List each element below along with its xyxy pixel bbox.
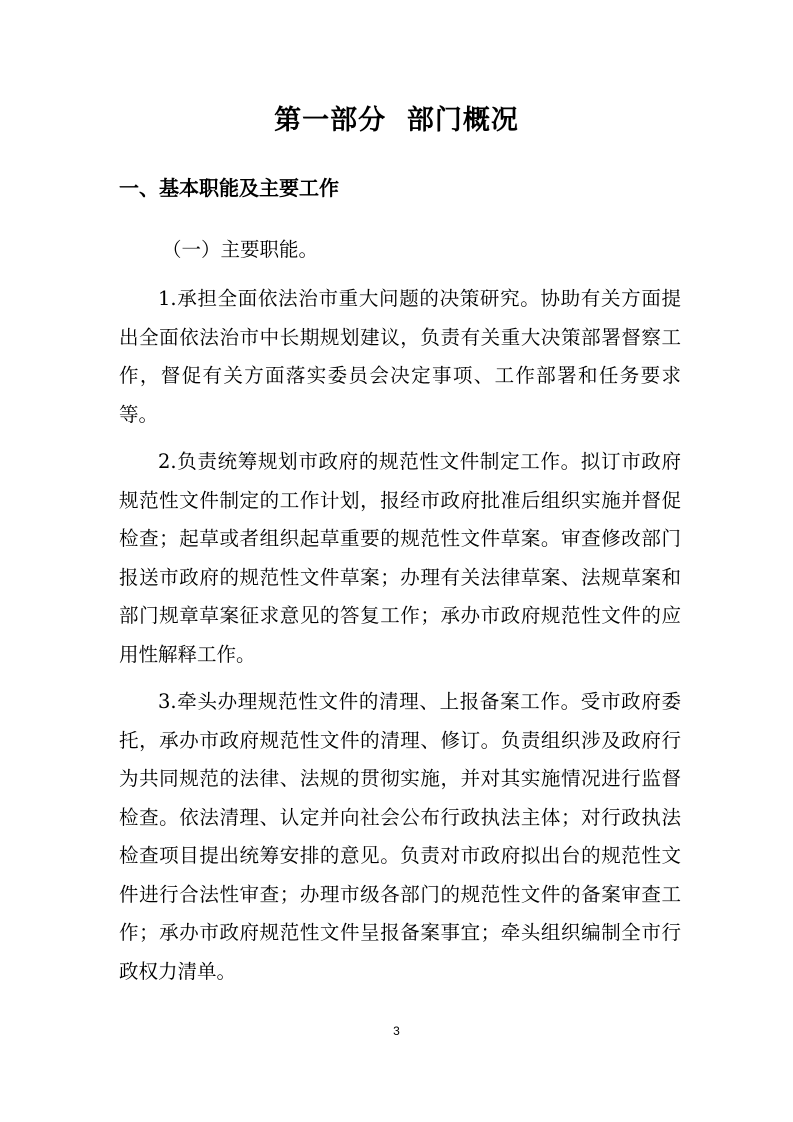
paragraph-3: 3.牵头办理规范性文件的清理、上报备案工作。受市政府委托，承办市政府规范性文件的清理、修订。负责组织涉及政府行为共同规范的法律、法规的贯彻实施，并对其实施情况进行监督检查。依法清理、认定并向社会公布行政执法主体；对行政执法检查项目提出统筹安排的意见。负责对市政府拟出台的规范性文件进行合法性审查；办理市级各部门的规范性文件的备案审查工作；承办市政府规范性文件呈报备案事宜；牵头组织编制全市行政权力清单。 (119, 690, 681, 983)
sub-heading: （一）主要职能。 (162, 238, 319, 261)
paragraph-2: 2.负责统筹规划市政府的规范性文件制定工作。拟订市政府规范性文件制定的工作计划，报经市政府批准后组织实施并督促检查；起草或者组织起草重要的规范性文件草案。审查修改部门报送市政府的规范性文件草案；办理有关法律草案、法规草案和部门规章草案征求意见的答复工作；承办市政府规范性文件的应用性解释工作。 (119, 450, 681, 666)
page-number: 3 (393, 1024, 400, 1038)
page-title: 第一部分 部门概况 (274, 105, 519, 136)
section-heading: 一、基本职能及主要工作 (119, 176, 339, 200)
paragraph-1: 1.承担全面依法治市重大问题的决策研究。协助有关方面提出全面依法治市中长期规划建议，负责有关重大决策部署督察工作，督促有关方面落实委员会决定事项、工作部署和任务要求等。 (119, 287, 681, 426)
